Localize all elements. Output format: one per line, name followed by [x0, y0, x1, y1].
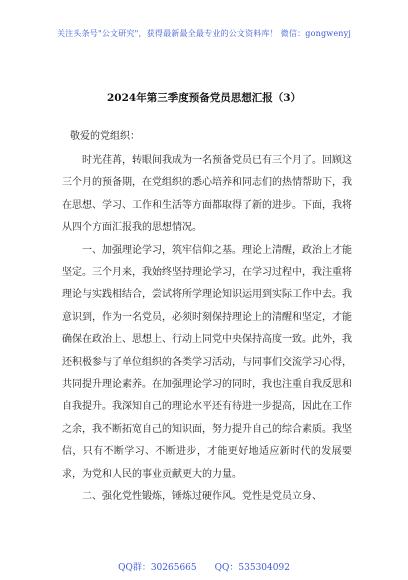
footer-qq-number: QQ：535304092 [214, 563, 290, 573]
salutation: 敬爱的党组织： [70, 131, 140, 142]
paragraph: 时光荏苒，转眼间我成为一名预备党员已有三个月了。回顾这三个月的预备期，在党组织的悉心培养和同志们的热情帮助下，我在思想、学习、工作和生活等方面都取得了新的进步。下面，我将从四个方面汇报我的思想情况。 [62, 155, 352, 234]
footer-qq-group: QQ群：30265665 [118, 563, 197, 573]
document-body [62, 150, 352, 509]
paragraph: 一、加强理论学习，筑牢信仰之基。理论上清醒，政治上才能坚定。三个月来，我始终坚持理论学习，在学习过程中，我注重将理论与实践相结合，尝试将所学理论知识运用到实际工作中去。我意识到，作为一名党员，必须时刻保持理论上的清醒和坚定，才能确保在政治上、思想上、行动上同党中央保持高度一致。此外，我还积极参与了单位组织的各类学习活动，与同事们交流学习心得，共同提升理论素养。在加强理论学习的同时，我也注重自我反思和自我提升。我深知自己的理论水平还有待进一步提高，因此在工作之余，我不断拓宽自己的知识面，努力提升自己的综合素质。我坚信，只有不断学习、不断进步，才能更好地适应新时代的发展要求，为党和人民的事业贡献更大的力量。 [62, 244, 352, 480]
paragraph: 二、强化党性锻炼，锤炼过硬作风。党性是党员立身、 [82, 491, 322, 503]
header-note: 关注头条号"公文研究"，获得最新最全最专业的公文资料库！ 微信：gongwenyj [56, 29, 352, 38]
document-title: 2024年第三季度预备党员思想汇报（3） [106, 92, 302, 104]
footer-contact [0, 560, 408, 573]
